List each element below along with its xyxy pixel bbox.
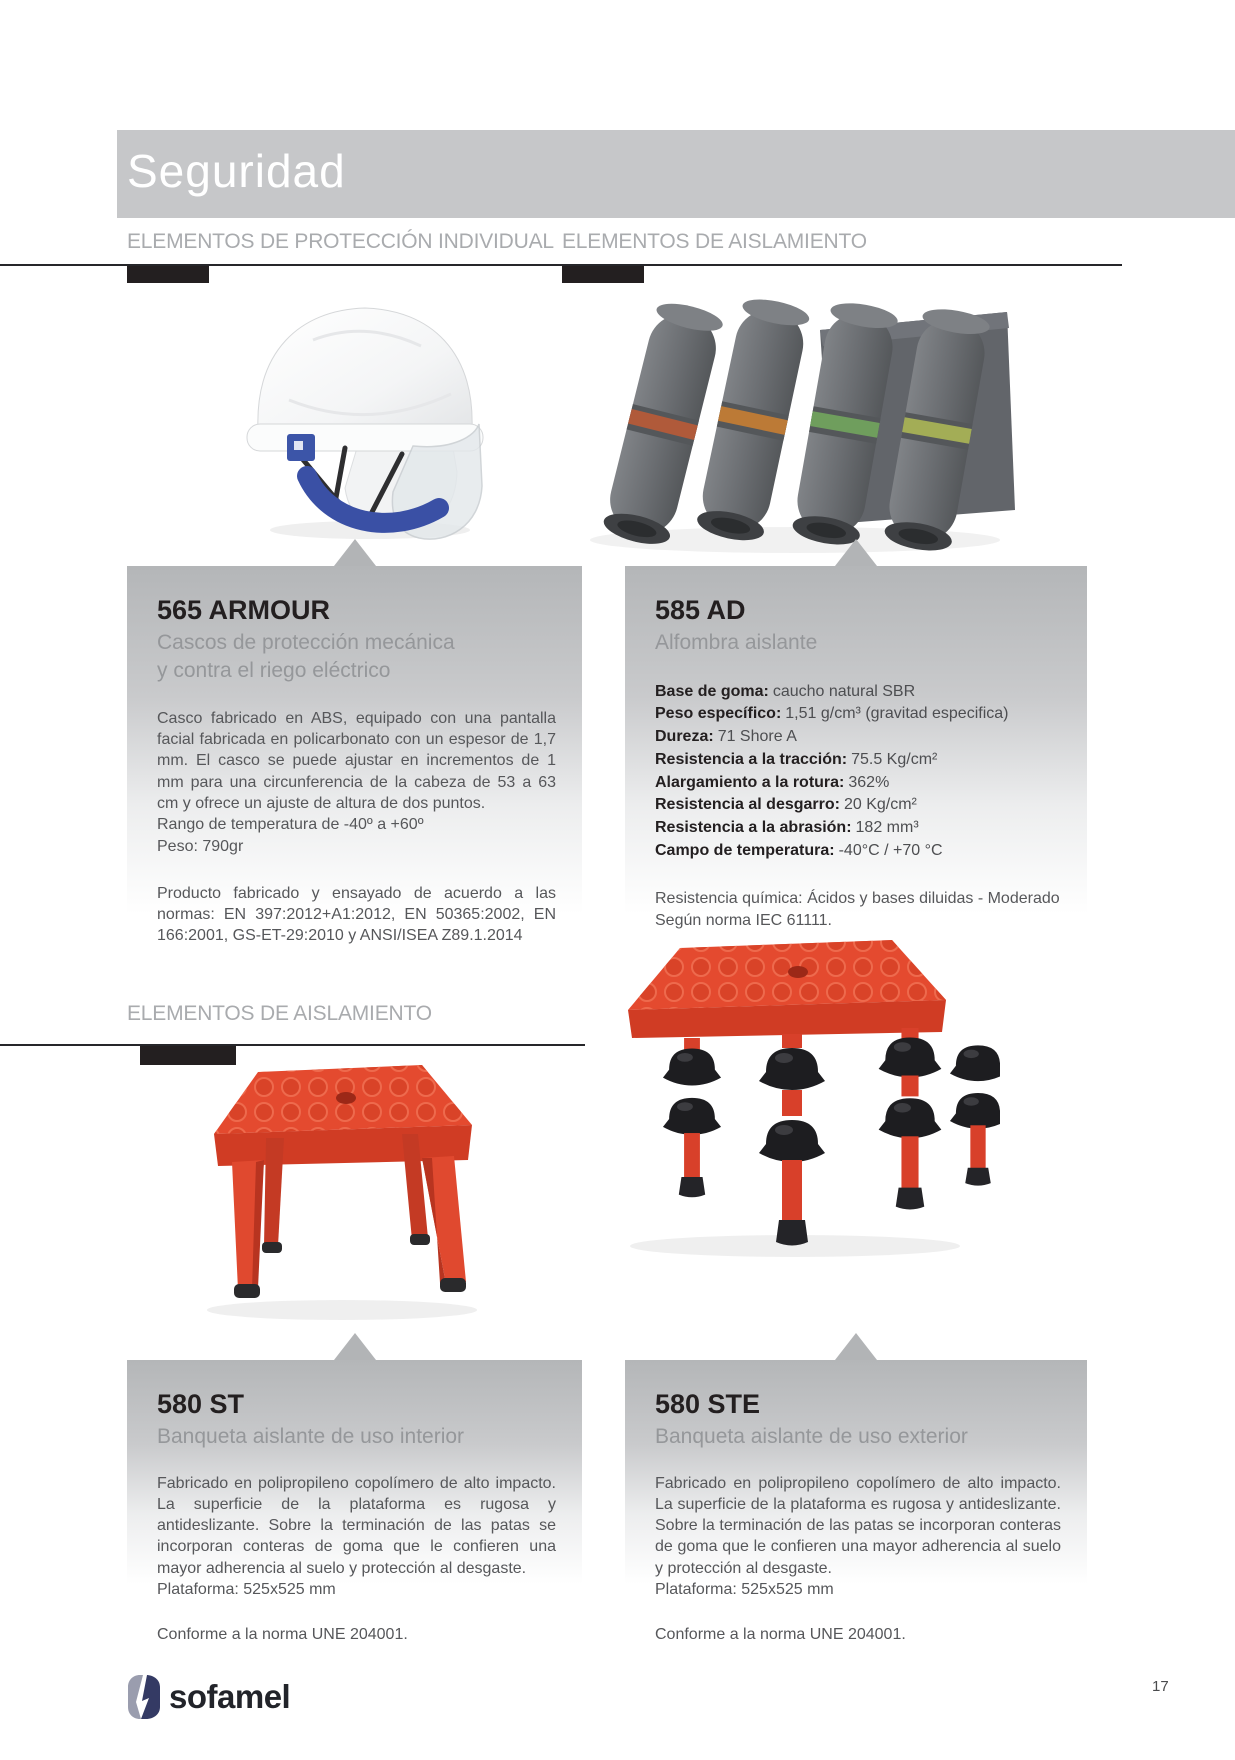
temperature-range-line: Rango de temperatura de -40º a +60º [157,816,424,834]
product-subtitle: Cascos de protección mecánica y contra el riego eléctrico [157,631,455,682]
product-card-580-ste [625,1360,1087,1644]
spec-row: Base de goma: caucho natural SBR [655,682,916,700]
triangle-up-pointer [334,1333,376,1360]
platform-size-line: Plataforma: 525x525 mm [655,1580,834,1598]
page-number: 17 [1152,1678,1169,1695]
triangle-up-pointer [835,1333,877,1360]
spec-row: Campo de temperatura: -40°C / +70 °C [655,841,943,859]
norms-line: Conforme a la norma UNE 204001. [157,1626,408,1644]
brand-wordmark: sofamel [169,1678,291,1715]
section-header-proteccion-individual: ELEMENTOS DE PROTECCIÓN INDIVIDUAL [127,230,554,253]
stool-ste-illustration [580,930,1000,1265]
product-photo-stool-exterior [580,930,1000,1265]
triangle-up-pointer [334,539,376,566]
spec-row: Alargamiento a la rotura: 362% [655,773,890,791]
platform-size-line: Plataforma: 525x525 mm [157,1580,336,1598]
product-description: Fabricado en polipropileno copolímero de alto impacto. La superficie de la plataforma es rugosa y antideslizante. Sobre la terminación de las patas se incorporan conteras de goma que le confieren una mayor adherencia al suelo y protección al desgaste. [157,1474,556,1577]
section-rule-mid [0,1044,585,1046]
section-header-aislamiento-top: ELEMENTOS DE AISLAMIENTO [562,230,867,253]
spec-list [655,681,1061,863]
spec-row: Resistencia a la tracción: 75.5 Kg/cm² [655,750,938,768]
product-description: Casco fabricado en ABS, equipado con una pantalla facial fabricada en policarbonato con un espesor de 1,7 mm. El casco se puede ajustar en incrementos de 1 mm para una circunferencia de la cabeza de 53 a 63 cm y ofrece un ajuste de altura de dos puntos. [157,709,556,812]
product-subtitle: Banqueta aislante de uso interior [157,1425,465,1449]
mats-illustration [565,272,1015,567]
norms-line: Conforme a la norma UNE 204001. [655,1626,906,1644]
page-title: Seguridad [127,145,346,197]
weight-line: Peso: 790gr [157,837,244,855]
footer-logo [127,1674,290,1720]
product-card-580-st [127,1360,582,1644]
product-subtitle: Alfombra aislante [655,631,818,655]
product-photo-mats [565,272,1015,567]
product-title: 580 STE [655,1389,761,1419]
spec-row: Peso específico: 1,51 g/cm³ (gravitad especifica) [655,705,1009,723]
helmet-illustration [195,278,535,543]
spec-row: Resistencia al desgarro: 20 Kg/cm² [655,796,917,814]
page-header-band [117,130,1235,218]
section-header-aislamiento-mid: ELEMENTOS DE AISLAMIENTO [127,1002,432,1025]
chemical-resistance-note: Resistencia química: Ácidos y bases diluidas - Moderado Según norma IEC 61111. [655,890,1060,929]
product-description: Fabricado en polipropileno copolímero de alto impacto. La superficie de la plataforma es rugosa y antideslizante. Sobre la terminación de las patas se incorporan conteras de goma que le confieren una mayor adherencia al suelo y protección al desgaste. [655,1474,1061,1577]
spec-row: Resistencia a la abrasión: 182 mm³ [655,818,919,836]
product-card-565-armour [127,566,582,1001]
norms-paragraph: Producto fabricado y ensayado de acuerdo a las normas: EN 397:2012+A1:2012, EN 50365:2002, EN 166:2001, GS-ET-29:2010 y ANSI/ISEA Z89.1.2014 [157,884,556,945]
triangle-up-pointer [835,539,877,566]
product-title: 565 ARMOUR [157,595,331,625]
product-subtitle: Banqueta aislante de uso exterior [655,1425,968,1449]
product-title: 580 ST [157,1389,245,1419]
product-title: 585 AD [655,595,746,625]
sofamel-lightning-icon [127,1674,161,1720]
spec-row: Dureza: 71 Shore A [655,728,797,746]
stool-st-illustration [170,1050,510,1330]
product-photo-stool-interior [170,1050,510,1330]
product-photo-helmet [195,278,535,543]
